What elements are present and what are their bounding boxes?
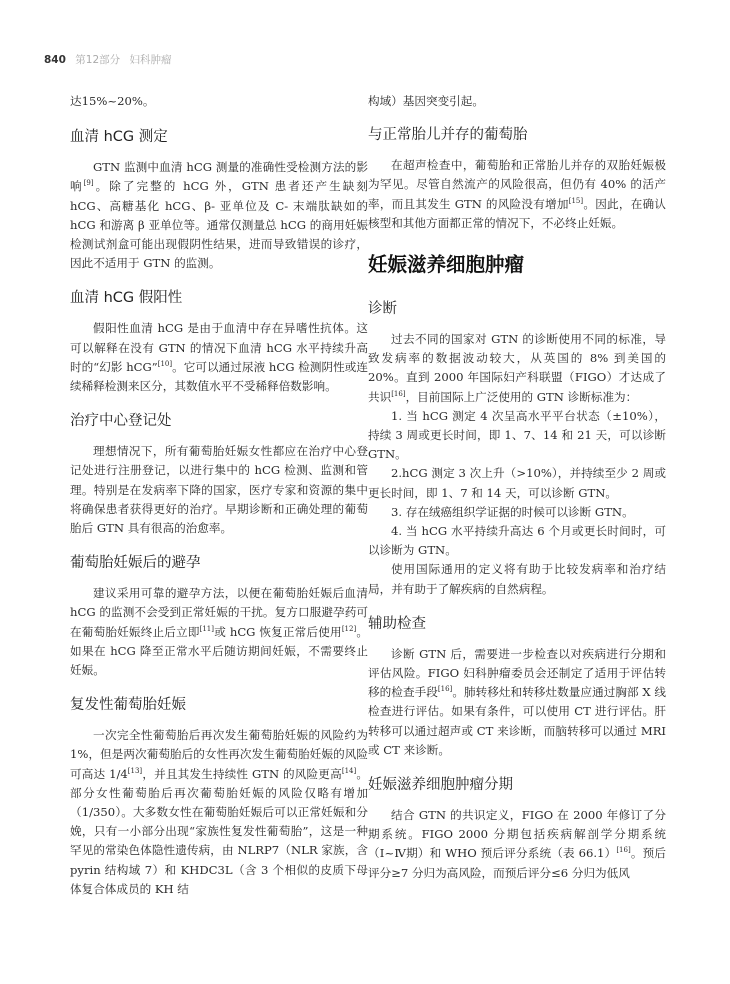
heading-contraception: 葡萄胎妊娠后的避孕 <box>70 555 201 572</box>
left-column <box>70 92 368 899</box>
paragraph-continued: 构域）基因突变引起。 <box>368 94 484 108</box>
citation: [11] <box>199 624 214 633</box>
criteria-item-3: 3. 存在绒癌组织学证据的时候可以诊断 GTN。 <box>391 504 634 519</box>
paragraph-diagnosis: 过去不同的国家对 GTN 的诊断使用不同的标准，导致发病率的数据波动较大，从英国的 8% 到美国的 20%。直到 2000 年国际妇产科联盟（FIGO）才达成了共识[16]，目前国际上广泛使用的 GTN 诊断标准为： <box>368 332 666 404</box>
right-column <box>368 92 666 883</box>
section-title-gtn: 妊娠滋养细胞肿瘤 <box>368 253 525 277</box>
running-head <box>44 52 171 67</box>
paragraph-definition-use: 使用国际通用的定义将有助于比较发病率和治疗结局，并有助于了解疾病的自然病程。 <box>368 562 666 596</box>
page-number: 840 <box>44 54 66 66</box>
paragraph-registry: 理想情况下，所有葡萄胎妊娠女性都应在治疗中心登记处进行注册登记，以进行集中的 hCG 检测、监测和管理。特别是在发病率下降的国家，医疗专家和资源的集中将确保患者获得更好的治疗。早期诊断和正确处理的葡萄胎后 GTN 具有很高的治愈率。 <box>70 444 368 536</box>
citation: [16] <box>437 685 453 694</box>
criteria-item-1: 1. 当 hCG 测定 4 次呈高水平平台状态（±10%），持续 3 周或更长时间，即 1、7、14 和 21 天，可以诊断 GTN。 <box>368 408 666 462</box>
paragraph-serum-hcg-test: GTN 监测中血清 hCG 测量的准确性受检测方法的影响[9]。除了完整的 hCG 外，GTN 患者还产生缺刻 hCG、高糖基化 hCG、β- 亚单位及 C- 末端肽缺如的 hCG 和游离 β 亚单位等。通常仅测量总 hCG 的商用妊娠检测试剂盒可能出现假阴性结果，进而导致错误的诊疗，因此不适用于 GTN 的监测。 <box>70 160 368 271</box>
heading-recurrent-molar: 复发性葡萄胎妊娠 <box>70 697 186 714</box>
criteria-item-2: 2.hCG 测定 3 次上升（>10%），并持续至少 2 周或更长时间，即 1、7 和 14 天，可以诊断 GTN。 <box>368 466 666 500</box>
heading-false-positive-hcg: 血清 hCG 假阳性 <box>70 290 183 307</box>
paragraph-twin-molar: 在超声检查中，葡萄胎和正常胎儿并存的双胎妊娠极为罕见。尽管自然流产的风险很高，但仍有 40% 的活产率，而且其发生 GTN 的风险没有增加[15]。因此，在确认核型和其他方面都正常的情况下，不必终止妊娠。 <box>368 158 666 230</box>
paragraph-recurrent-molar: 一次完全性葡萄胎后再次发生葡萄胎妊娠的风险约为 1%，但是两次葡萄胎后的女性再次发生葡萄胎妊娠的风险可高达 1/4[13]，并且其发生持续性 GTN 的风险更高[14]。部分女性葡萄胎后再次葡萄胎妊娠的风险仅略有增加（1/350）。大多数女性在葡萄胎妊娠后可以正常妊娠和分娩，只有一小部分出现“家族性复发性葡萄胎”，这是一种罕见的常染色体隐性遗传病，由 NLRP7（NLR 家族，含 pyrin 结构域 7）和 KHDC3L（含 3 个相似的皮质下母体复合体成员的 KH 结 <box>70 728 368 896</box>
paragraph-false-positive-hcg: 假阳性血清 hCG 是由于血清中存在异嗜性抗体。这可以解释在没有 GTN 的情况下血清 hCG 水平持续升高时的“幻影 hCG”[10]。它可以通过尿液 hCG 检测阴性或连续稀释检测来区分，其数值水平不受稀释倍数影响。 <box>70 321 368 394</box>
part-label: 第12部分 <box>75 54 121 66</box>
paragraph-contraception: 建议采用可靠的避孕方法，以便在葡萄胎妊娠后血清 hCG 的监测不会受到正常妊娠的干扰。复方口服避孕药可在葡萄胎妊娠终止后立即[11]或 hCG 恢复正常后使用[12]。如果在 hCG 降至正常水平后随访期间妊娠，不需要终止妊娠。 <box>70 586 368 678</box>
paragraph-continued: 达15%~20%。 <box>70 94 155 108</box>
criteria-item-4: 4. 当 hCG 水平持续升高达 6 个月或更长时间时，可以诊断为 GTN。 <box>368 524 666 558</box>
citation: [12] <box>341 624 357 633</box>
heading-serum-hcg-test: 血清 hCG 测定 <box>70 129 168 146</box>
heading-staging: 妊娠滋养细胞肿瘤分期 <box>368 777 513 794</box>
citation: [16] <box>391 389 406 398</box>
citation: [14] <box>341 766 357 775</box>
citation: [10] <box>157 359 173 368</box>
heading-workup: 辅助检查 <box>368 615 426 632</box>
heading-registry: 治疗中心登记处 <box>70 413 172 430</box>
citation: [15] <box>568 196 584 205</box>
paragraph-staging: 结合 GTN 的共识定义，FIGO 在 2000 年修订了分期系统。FIGO 2000 分期包括疾病解剖学分期系统（Ⅰ~Ⅳ期）和 WHO 预后评分系统（表 66.1）[16]。预后评分≥7 分归为高风险，而预后评分≤6 分归为低风 <box>368 808 666 880</box>
paragraph-workup: 诊断 GTN 后，需要进一步检查以对疾病进行分期和评估风险。FIGO 妇科肿瘤委员会还制定了适用于评估转移的检查手段[16]。肺转移灶和转移灶数量应通过胸部 X 线检查进行评估。如果有条件，可以使用 CT 进行评估。肝转移可以通过超声或 CT 来诊断，而脑转移可以通过 MRI 或 CT 来诊断。 <box>368 646 666 757</box>
citation: [13] <box>127 766 143 775</box>
heading-diagnosis: 诊断 <box>368 301 397 318</box>
heading-twin-molar: 与正常胎儿并存的葡萄胎 <box>368 127 528 144</box>
chapter-label: 妇科肿瘤 <box>129 54 172 66</box>
citation: [16] <box>616 846 631 855</box>
citation: [9] <box>83 179 94 188</box>
